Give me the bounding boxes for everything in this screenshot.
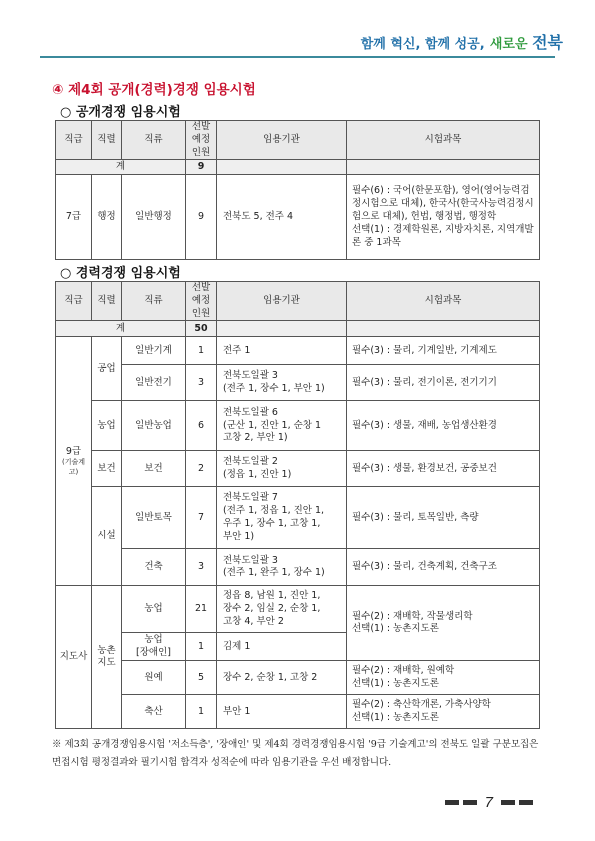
subjects-cell [347, 175, 540, 260]
class-cell: 농업 [122, 586, 186, 633]
count-cell: 1 [186, 337, 217, 365]
org-cell: 전북도일괄 6 (군산 1, 진안 1, 순창 1 고창 2, 부안 1) [217, 401, 347, 451]
subject-line: 필수(6) : 국어(한문포함), 영어(영어능력검정시험으로 대체), 한국사(한국사능력검정시험으로 대체), 헌법, 행정법, 행정학 [352, 185, 534, 223]
header-class: 직류 [122, 121, 186, 160]
subjects-cell: 필수(3) : 물리, 토목일반, 측량 [347, 487, 540, 549]
count-cell: 9 [186, 175, 217, 260]
org-cell: 부안 1 [217, 695, 347, 729]
subject-line: 선택(1) : 경제학원론, 지방자치론, 지역개발론 중 1과목 [352, 223, 534, 248]
section-title: ④ 제4회 공개(경력)경쟁 임용시험 [52, 82, 256, 98]
grade-cell: 7급 [56, 175, 92, 260]
class-cell: 일반농업 [122, 401, 186, 451]
header-count: 선발예정인원 [186, 121, 217, 160]
series-cell: 농촌지도 [92, 586, 122, 729]
page-number: 7 [484, 794, 493, 811]
header-org: 임용기관 [217, 282, 347, 321]
table-row [56, 661, 540, 695]
table-row [56, 365, 540, 401]
footer-bar [519, 800, 533, 805]
subjects-cell: 필수(2) : 재배학, 원예학 선택(1) : 농촌지도론 [347, 661, 540, 695]
subjects-cell: 필수(2) : 축산학개론, 가축사양학 선택(1) : 농촌지도론 [347, 695, 540, 729]
grade-cell: 지도사 [56, 586, 92, 729]
header-subjects: 시험과목 [347, 121, 540, 160]
count-cell: 1 [186, 633, 217, 661]
org-cell: 장수 2, 순창 1, 고창 2 [217, 661, 347, 695]
header-series: 직렬 [92, 282, 122, 321]
table-row [56, 549, 540, 586]
org-cell: 전북도 5, 전주 4 [217, 175, 347, 260]
table-row [56, 337, 540, 365]
header-subjects: 시험과목 [347, 282, 540, 321]
header-series: 직렬 [92, 121, 122, 160]
header-class: 직류 [122, 282, 186, 321]
slogan-part3: 전북 [532, 33, 563, 52]
org-cell: 김제 1 [217, 633, 347, 661]
open-exam-subtitle: ○ 공개경쟁 임용시험 [60, 105, 181, 120]
class-cell: 원예 [122, 661, 186, 695]
footer-bar [463, 800, 477, 805]
class-cell: 건축 [122, 549, 186, 586]
class-cell: 일반기계 [122, 337, 186, 365]
class-cell: 일반행정 [122, 175, 186, 260]
table-row [56, 487, 540, 549]
org-cell: 정읍 8, 남원 1, 진안 1, 장수 2, 임실 2, 순창 1, 고창 4, 부안 2 [217, 586, 347, 633]
header-count: 선발예정인원 [186, 282, 217, 321]
subjects-cell: 필수(3) : 물리, 건축계획, 건축구조 [347, 549, 540, 586]
open-exam-table [55, 120, 540, 260]
subjects-cell: 필수(3) : 물리, 기계일반, 기계제도 [347, 337, 540, 365]
table-row [56, 586, 540, 633]
footnote: ※ 제3회 공개경쟁임용시험 '저소득층', '장애인' 및 제4회 경력경쟁임용시험 '9급 기술계고'의 전북도 일괄 구분모집은 면접시험 평정결과와 필기시험 합격자 성적순에 따라 임용기관을 우선 배정합니다. [52, 739, 539, 769]
count-cell: 7 [186, 487, 217, 549]
class-cell: 일반전기 [122, 365, 186, 401]
total-label: 계 [56, 321, 186, 337]
subjects-cell: 필수(3) : 생물, 재배, 농업생산환경 [347, 401, 540, 451]
count-cell: 6 [186, 401, 217, 451]
subjects-cell: 필수(3) : 생물, 환경보건, 공중보건 [347, 451, 540, 487]
count-cell: 3 [186, 365, 217, 401]
slogan [361, 30, 563, 53]
series-cell: 보건 [92, 451, 122, 487]
header-grade: 직급 [56, 282, 92, 321]
count-cell: 1 [186, 695, 217, 729]
org-cell: 전북도일괄 7 (전주 1, 정읍 1, 진안 1, 우주 1, 장수 1, 고창 1, 부안 1) [217, 487, 347, 549]
table-header-row [56, 282, 540, 321]
subjects-cell: 필수(3) : 물리, 전기이론, 전기기기 [347, 365, 540, 401]
career-exam-table [55, 281, 540, 729]
class-cell: 보건 [122, 451, 186, 487]
header-org: 임용기관 [217, 121, 347, 160]
total-value: 50 [186, 321, 217, 337]
count-cell: 2 [186, 451, 217, 487]
footer-bar [445, 800, 459, 805]
series-cell: 시설 [92, 487, 122, 586]
org-cell: 전주 1 [217, 337, 347, 365]
table-header-row [56, 121, 540, 160]
page-footer [445, 794, 533, 811]
table-row [56, 175, 540, 260]
class-cell: 농업 [장애인] [122, 633, 186, 661]
total-row [56, 160, 540, 175]
header-rule [40, 56, 555, 58]
table-row [56, 695, 540, 729]
org-cell: 전북도일괄 3 (전주 1, 완주 1, 장수 1) [217, 549, 347, 586]
series-cell: 공업 [92, 337, 122, 401]
footer-bar [501, 800, 515, 805]
count-cell: 5 [186, 661, 217, 695]
grade-cell: 9급 (기술계고) [56, 337, 92, 586]
count-cell: 3 [186, 549, 217, 586]
total-label: 계 [56, 160, 186, 175]
org-cell: 전북도일괄 3 (전주 1, 장수 1, 부안 1) [217, 365, 347, 401]
class-cell: 일반토목 [122, 487, 186, 549]
career-exam-subtitle: ○ 경력경쟁 임용시험 [60, 266, 181, 281]
slogan-part2: 새로운 [489, 37, 533, 52]
org-cell: 전북도일괄 2 (정읍 1, 진안 1) [217, 451, 347, 487]
table-row [56, 401, 540, 451]
series-cell: 농업 [92, 401, 122, 451]
table-row [56, 451, 540, 487]
subjects-cell: 필수(2) : 재배학, 작물생리학 선택(1) : 농촌지도론 [347, 586, 540, 661]
total-value: 9 [186, 160, 217, 175]
series-cell: 행정 [92, 175, 122, 260]
header-grade: 직급 [56, 121, 92, 160]
slogan-part1: 함께 혁신, 함께 성공, [360, 37, 485, 52]
class-cell: 축산 [122, 695, 186, 729]
count-cell: 21 [186, 586, 217, 633]
total-row [56, 321, 540, 337]
